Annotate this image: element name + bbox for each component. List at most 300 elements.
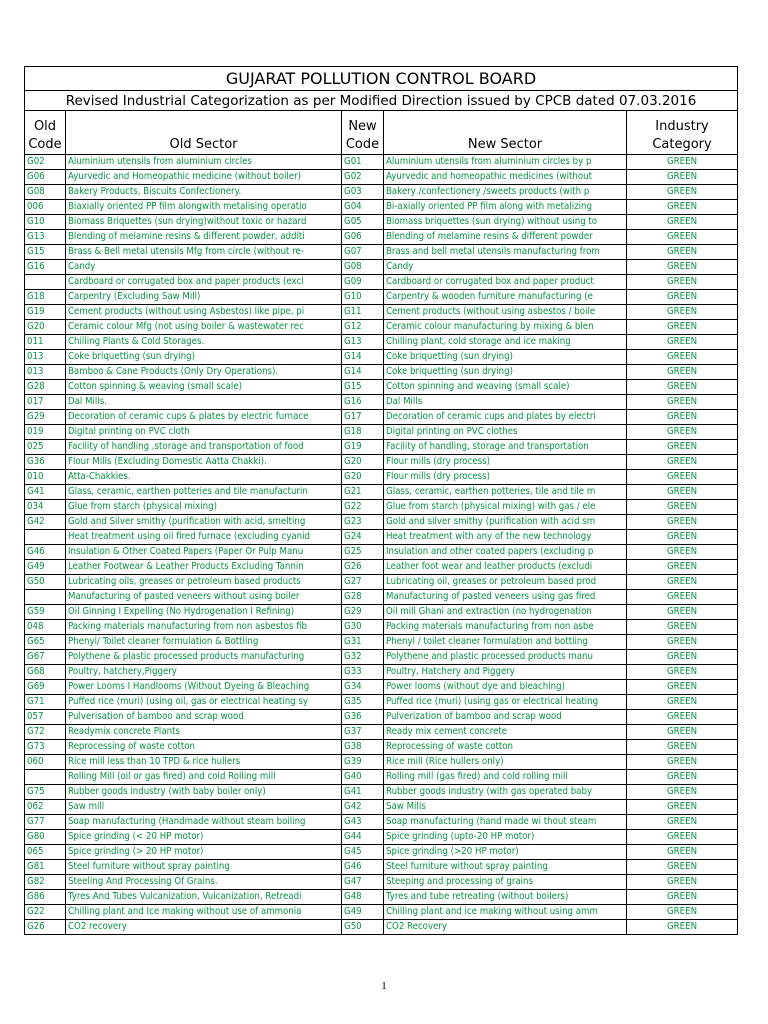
old-sector-cell: Steeling And Processing Of Grains. xyxy=(66,875,342,890)
new-code-cell: G21 xyxy=(342,485,384,500)
new-code-cell: G08 xyxy=(342,260,384,275)
new-sector-cell: Cement products (without using asbestos / boile xyxy=(384,305,627,320)
old-code-cell: G28 xyxy=(25,380,66,395)
new-sector-cell: Lubricating oil, greases or petroleum based prod xyxy=(384,575,627,590)
table-row xyxy=(25,440,738,455)
new-code-cell: G04 xyxy=(342,200,384,215)
old-code-cell: 025 xyxy=(25,440,66,455)
old-sector-cell: Tyres And Tubes Vulcanization, Vulcanization, Retreadi xyxy=(66,890,342,905)
new-code-cell: G27 xyxy=(342,575,384,590)
table-row xyxy=(25,905,738,920)
old-code-cell: 006 xyxy=(25,200,66,215)
old-code-cell: G26 xyxy=(25,920,66,935)
category-cell: GREEN xyxy=(627,875,738,890)
new-code-cell: G46 xyxy=(342,860,384,875)
category-cell: GREEN xyxy=(627,785,738,800)
table-row xyxy=(25,260,738,275)
category-cell: GREEN xyxy=(627,755,738,770)
new-code-cell: G35 xyxy=(342,695,384,710)
new-sector-cell: Tyres and tube retreating (without boilers) xyxy=(384,890,627,905)
old-code-cell: G65 xyxy=(25,635,66,650)
new-sector-cell: Decoration of ceramic cups and plates by electri xyxy=(384,410,627,425)
category-cell: GREEN xyxy=(627,185,738,200)
new-code-cell: G18 xyxy=(342,425,384,440)
category-cell: GREEN xyxy=(627,920,738,935)
new-sector-cell: Blending of melamine resins & different powder xyxy=(384,230,627,245)
old-sector-cell: Spice grinding (> 20 HP motor) xyxy=(66,845,342,860)
old-code-cell xyxy=(25,590,66,605)
old-code-cell: 060 xyxy=(25,755,66,770)
old-sector-cell: Steel furniture without spray painting xyxy=(66,860,342,875)
table-row xyxy=(25,470,738,485)
table-row xyxy=(25,710,738,725)
table-row xyxy=(25,575,738,590)
old-sector-cell: Aluminium utensils from aluminium circles xyxy=(66,155,342,170)
new-sector-cell: Coke briquetting (sun drying) xyxy=(384,365,627,380)
table-row xyxy=(25,290,738,305)
new-code-cell: G36 xyxy=(342,710,384,725)
new-sector-cell: Candy xyxy=(384,260,627,275)
header-new-code-line1: New xyxy=(348,119,377,134)
table-row xyxy=(25,650,738,665)
category-cell: GREEN xyxy=(627,635,738,650)
table-row xyxy=(25,365,738,380)
old-sector-cell: Pulverisation of bamboo and scrap wood xyxy=(66,710,342,725)
table-row xyxy=(25,890,738,905)
new-code-cell: G32 xyxy=(342,650,384,665)
new-sector-cell: Ready mix cement concrete xyxy=(384,725,627,740)
header-old-code xyxy=(25,111,66,155)
category-cell: GREEN xyxy=(627,800,738,815)
old-code-cell: G02 xyxy=(25,155,66,170)
table-row xyxy=(25,755,738,770)
old-code-cell: G69 xyxy=(25,680,66,695)
table-row xyxy=(25,515,738,530)
old-sector-cell: CO2 recovery xyxy=(66,920,342,935)
old-sector-cell: Dal Mills. xyxy=(66,395,342,410)
old-code-cell: 017 xyxy=(25,395,66,410)
table-row xyxy=(25,545,738,560)
new-sector-cell: Glass, ceramic, earthen potteries, tile and tile m xyxy=(384,485,627,500)
table-row xyxy=(25,425,738,440)
category-cell: GREEN xyxy=(627,455,738,470)
old-sector-cell: Chilling plant and Ice making without use of ammonia xyxy=(66,905,342,920)
new-sector-cell: Pulverization of bamboo and scrap wood xyxy=(384,710,627,725)
table-row xyxy=(25,350,738,365)
category-cell: GREEN xyxy=(627,545,738,560)
old-sector-cell: Rolling Mill (oil or gas fired) and cold Rolling mill xyxy=(66,770,342,785)
new-code-cell: G26 xyxy=(342,560,384,575)
old-sector-cell: Saw mill xyxy=(66,800,342,815)
old-code-cell: 013 xyxy=(25,365,66,380)
new-sector-cell: Glue from starch (physical mixing) with gas / ele xyxy=(384,500,627,515)
new-code-cell: G14 xyxy=(342,365,384,380)
new-code-cell: G44 xyxy=(342,830,384,845)
old-sector-cell: Digital printing on PVC cloth xyxy=(66,425,342,440)
old-sector-cell: Cotton spinning & weaving (small scale) xyxy=(66,380,342,395)
table-row xyxy=(25,200,738,215)
category-cell: GREEN xyxy=(627,530,738,545)
new-sector-cell: Power looms (without dye and bleaching) xyxy=(384,680,627,695)
category-cell: GREEN xyxy=(627,590,738,605)
new-code-cell: G20 xyxy=(342,470,384,485)
category-cell: GREEN xyxy=(627,335,738,350)
new-sector-cell: Cotton spinning and weaving (small scale) xyxy=(384,380,627,395)
header-category xyxy=(627,111,738,155)
new-sector-cell: Coke briquetting (sun drying) xyxy=(384,350,627,365)
new-sector-cell: Chilling plant and ice making without using amm xyxy=(384,905,627,920)
category-cell: GREEN xyxy=(627,515,738,530)
table-row xyxy=(25,785,738,800)
new-code-cell: G14 xyxy=(342,350,384,365)
new-code-cell: G03 xyxy=(342,185,384,200)
old-code-cell: G49 xyxy=(25,560,66,575)
old-sector-cell: Flour Mills (Excluding Domestic Aatta Chakki). xyxy=(66,455,342,470)
category-cell: GREEN xyxy=(627,710,738,725)
old-code-cell: G10 xyxy=(25,215,66,230)
old-sector-cell: Poultry, hatchery,Piggery xyxy=(66,665,342,680)
old-sector-cell: Insulation & Other Coated Papers (Paper Or Pulp Manu xyxy=(66,545,342,560)
old-code-cell: G41 xyxy=(25,485,66,500)
new-code-cell: G23 xyxy=(342,515,384,530)
old-code-cell: G67 xyxy=(25,650,66,665)
new-sector-cell: Brass and bell metal utensils manufacturing from xyxy=(384,245,627,260)
category-cell: GREEN xyxy=(627,230,738,245)
category-cell: GREEN xyxy=(627,425,738,440)
table-row xyxy=(25,275,738,290)
new-code-cell: G41 xyxy=(342,785,384,800)
category-cell: GREEN xyxy=(627,605,738,620)
table-row xyxy=(25,410,738,425)
old-code-cell: G75 xyxy=(25,785,66,800)
old-sector-cell: Puffed rice (muri) (using oil, gas or electrical heating sy xyxy=(66,695,342,710)
old-code-cell: G42 xyxy=(25,515,66,530)
old-code-cell: G13 xyxy=(25,230,66,245)
table-row xyxy=(25,845,738,860)
new-code-cell: G29 xyxy=(342,605,384,620)
new-code-cell: G39 xyxy=(342,755,384,770)
old-code-cell: 057 xyxy=(25,710,66,725)
new-sector-cell: Steeping and processing of grains xyxy=(384,875,627,890)
new-sector-cell: Reprocessing of waste cotton xyxy=(384,740,627,755)
categorization-table xyxy=(24,66,738,935)
old-sector-cell: Cement products (without using Asbestos) like pipe, pi xyxy=(66,305,342,320)
category-cell: GREEN xyxy=(627,395,738,410)
old-code-cell: G71 xyxy=(25,695,66,710)
table-row xyxy=(25,335,738,350)
new-sector-cell: Chilling plant, cold storage and ice making xyxy=(384,335,627,350)
table-row xyxy=(25,320,738,335)
table-row xyxy=(25,500,738,515)
old-code-cell xyxy=(25,275,66,290)
new-sector-cell: Phenyl / toilet cleaner formulation and bottling xyxy=(384,635,627,650)
old-sector-cell: Oil Ginning I Expelling (No Hydrogenation I Refining) xyxy=(66,605,342,620)
old-sector-cell: Readymix concrete Plants xyxy=(66,725,342,740)
new-code-cell: G40 xyxy=(342,770,384,785)
new-sector-cell: Spice grinding (>20 HP motor) xyxy=(384,845,627,860)
old-code-cell: 034 xyxy=(25,500,66,515)
old-sector-cell: Ayurvedic and Homeopathic medicine (without boiler) xyxy=(66,170,342,185)
old-sector-cell: Atta-Chakkies. xyxy=(66,470,342,485)
header-new-code-line2: Code xyxy=(345,137,380,152)
new-code-cell: G47 xyxy=(342,875,384,890)
new-code-cell: G25 xyxy=(342,545,384,560)
header-category-line2: Category xyxy=(652,137,712,152)
category-cell: GREEN xyxy=(627,890,738,905)
category-cell: GREEN xyxy=(627,290,738,305)
new-sector-cell: Facility of handling, storage and transportation xyxy=(384,440,627,455)
table-row xyxy=(25,155,738,170)
old-sector-cell: Gold and Silver smithy (purification with acid, smelting xyxy=(66,515,342,530)
category-cell: GREEN xyxy=(627,170,738,185)
new-sector-cell: Aluminium utensils from aluminium circles by p xyxy=(384,155,627,170)
old-sector-cell: Rubber goods industry (with baby boiler only) xyxy=(66,785,342,800)
category-cell: GREEN xyxy=(627,320,738,335)
category-cell: GREEN xyxy=(627,305,738,320)
old-sector-cell: Cardboard or corrugated box and paper products (excl xyxy=(66,275,342,290)
table-row xyxy=(25,770,738,785)
new-code-cell: G33 xyxy=(342,665,384,680)
old-code-cell: G18 xyxy=(25,290,66,305)
old-sector-cell: Leather Footwear & Leather Products Excluding Tannin xyxy=(66,560,342,575)
new-code-cell: G12 xyxy=(342,320,384,335)
subtitle-row xyxy=(25,91,738,111)
table-row xyxy=(25,245,738,260)
new-code-cell: G11 xyxy=(342,305,384,320)
old-sector-cell: Biomass Briquettes (sun drying)without toxic or hazard xyxy=(66,215,342,230)
new-sector-cell: Gold and silver smithy (purification with acid sm xyxy=(384,515,627,530)
new-sector-cell: Flour mills (dry process) xyxy=(384,455,627,470)
new-sector-cell: Steel furniture without spray painting xyxy=(384,860,627,875)
old-sector-cell: Packing materials manufacturing from non asbestos fib xyxy=(66,620,342,635)
old-sector-cell: Facility of handling ,storage and transportation of food xyxy=(66,440,342,455)
old-code-cell: G59 xyxy=(25,605,66,620)
old-sector-cell: Bamboo & Cane Products (Only Dry Operations). xyxy=(66,365,342,380)
old-sector-cell: Brass & Bell metal utensils Mfg from circle (without re- xyxy=(66,245,342,260)
old-code-cell: G50 xyxy=(25,575,66,590)
new-code-cell: G19 xyxy=(342,440,384,455)
table-row xyxy=(25,560,738,575)
old-code-cell: G46 xyxy=(25,545,66,560)
header-old-code-line1: Old xyxy=(33,119,57,134)
category-cell: GREEN xyxy=(627,200,738,215)
new-code-cell: G30 xyxy=(342,620,384,635)
table-row xyxy=(25,740,738,755)
table-row xyxy=(25,815,738,830)
old-sector-cell: Manufacturing of pasted veneers without using boiler xyxy=(66,590,342,605)
category-cell: GREEN xyxy=(627,380,738,395)
new-sector-cell: Flour mills (dry process) xyxy=(384,470,627,485)
old-sector-cell: Heat treatment using oil fired furnace (excluding cyanid xyxy=(66,530,342,545)
category-cell: GREEN xyxy=(627,845,738,860)
old-sector-cell: Rice mill less than 10 TPD & rice hullers xyxy=(66,755,342,770)
old-code-cell: 062 xyxy=(25,800,66,815)
old-code-cell xyxy=(25,530,66,545)
old-sector-cell: Polythene & plastic processed products manufacturing xyxy=(66,650,342,665)
old-code-cell: G15 xyxy=(25,245,66,260)
new-code-cell: G15 xyxy=(342,380,384,395)
new-code-cell: G05 xyxy=(342,215,384,230)
new-sector-cell: Ceramic colour manufacturing by mixing & blen xyxy=(384,320,627,335)
table-row xyxy=(25,665,738,680)
category-cell: GREEN xyxy=(627,860,738,875)
old-sector-cell: Ceramic colour Mfg (not using boiler & wastewater rec xyxy=(66,320,342,335)
old-sector-cell: Phenyl/ Toilet cleaner formulation & Bottling xyxy=(66,635,342,650)
old-code-cell: 013 xyxy=(25,350,66,365)
new-sector-cell: Poultry, Hatchery and Piggery xyxy=(384,665,627,680)
new-code-cell: G48 xyxy=(342,890,384,905)
header-category-line1: Industry xyxy=(655,119,709,134)
new-sector-cell: Saw Mills xyxy=(384,800,627,815)
new-code-cell: G24 xyxy=(342,530,384,545)
header-old-sector: Old Sector xyxy=(66,111,342,155)
table-row xyxy=(25,485,738,500)
new-code-cell: G45 xyxy=(342,845,384,860)
old-code-cell: 048 xyxy=(25,620,66,635)
old-code-cell: G29 xyxy=(25,410,66,425)
new-code-cell: G49 xyxy=(342,905,384,920)
new-code-cell: G37 xyxy=(342,725,384,740)
old-code-cell: G82 xyxy=(25,875,66,890)
new-code-cell: G20 xyxy=(342,455,384,470)
new-code-cell: G06 xyxy=(342,230,384,245)
old-code-cell: G68 xyxy=(25,665,66,680)
category-cell: GREEN xyxy=(627,695,738,710)
new-sector-cell: Manufacturing of pasted veneers using gas fired xyxy=(384,590,627,605)
old-code-cell: 010 xyxy=(25,470,66,485)
old-code-cell: G86 xyxy=(25,890,66,905)
category-cell: GREEN xyxy=(627,905,738,920)
new-code-cell: G13 xyxy=(342,335,384,350)
table-row xyxy=(25,230,738,245)
category-cell: GREEN xyxy=(627,740,738,755)
old-sector-cell: Chilling Plants & Cold Storages. xyxy=(66,335,342,350)
new-code-cell: G10 xyxy=(342,290,384,305)
category-cell: GREEN xyxy=(627,440,738,455)
new-sector-cell: Ayurvedic and homeopathic medicines (without xyxy=(384,170,627,185)
old-code-cell: G77 xyxy=(25,815,66,830)
new-code-cell: G42 xyxy=(342,800,384,815)
new-code-cell: G50 xyxy=(342,920,384,935)
old-code-cell: 019 xyxy=(25,425,66,440)
table-row xyxy=(25,590,738,605)
category-cell: GREEN xyxy=(627,725,738,740)
category-cell: GREEN xyxy=(627,350,738,365)
table-row xyxy=(25,185,738,200)
new-sector-cell: Dal Mills xyxy=(384,395,627,410)
new-code-cell: G28 xyxy=(342,590,384,605)
new-sector-cell: Heat treatment with any of the new technology xyxy=(384,530,627,545)
old-code-cell: G08 xyxy=(25,185,66,200)
old-sector-cell: Decoration of ceramic cups & plates by electric furnace xyxy=(66,410,342,425)
new-sector-cell: Cardboard or corrugated box and paper product xyxy=(384,275,627,290)
old-code-cell xyxy=(25,770,66,785)
page-number: 1 xyxy=(381,980,387,992)
table-row xyxy=(25,695,738,710)
table-row xyxy=(25,455,738,470)
new-sector-cell: CO2 Recovery xyxy=(384,920,627,935)
new-sector-cell: Biomass briquettes (sun drying) without using to xyxy=(384,215,627,230)
old-sector-cell: Coke briquetting (sun drying) xyxy=(66,350,342,365)
new-code-cell: G02 xyxy=(342,170,384,185)
table-row xyxy=(25,395,738,410)
new-sector-cell: Polythene and plastic processed products manu xyxy=(384,650,627,665)
new-code-cell: G43 xyxy=(342,815,384,830)
old-code-cell: G06 xyxy=(25,170,66,185)
new-sector-cell: Spice grinding (upto-20 HP motor) xyxy=(384,830,627,845)
table-row xyxy=(25,605,738,620)
table-row xyxy=(25,620,738,635)
category-cell: GREEN xyxy=(627,215,738,230)
header-old-code-line2: Code xyxy=(28,137,62,152)
table-row xyxy=(25,215,738,230)
new-code-cell: G17 xyxy=(342,410,384,425)
sheet-title: GUJARAT POLLUTION CONTROL BOARD xyxy=(25,67,738,91)
category-cell: GREEN xyxy=(627,665,738,680)
new-code-cell: G16 xyxy=(342,395,384,410)
old-code-cell: G36 xyxy=(25,455,66,470)
new-code-cell: G38 xyxy=(342,740,384,755)
new-sector-cell: Packing materials manufacturing from non asbe xyxy=(384,620,627,635)
old-code-cell: G73 xyxy=(25,740,66,755)
old-sector-cell: Biaxially oriented PP film alongwith metalising operatio xyxy=(66,200,342,215)
new-code-cell: G34 xyxy=(342,680,384,695)
header-new-sector: New Sector xyxy=(384,111,627,155)
new-sector-cell: Oil mill Ghani and extraction (no hydrogenation xyxy=(384,605,627,620)
new-sector-cell: Insulation and other coated papers (excluding p xyxy=(384,545,627,560)
new-sector-cell: Bakery /confectionery /sweets products (with p xyxy=(384,185,627,200)
table-row xyxy=(25,635,738,650)
table-row xyxy=(25,305,738,320)
category-cell: GREEN xyxy=(627,830,738,845)
category-cell: GREEN xyxy=(627,680,738,695)
old-sector-cell: Lubricating oils, greases or petroleum based products xyxy=(66,575,342,590)
table-row xyxy=(25,830,738,845)
category-cell: GREEN xyxy=(627,620,738,635)
category-cell: GREEN xyxy=(627,575,738,590)
category-cell: GREEN xyxy=(627,245,738,260)
header-new-code xyxy=(342,111,384,155)
new-sector-cell: Rubber goods industry (with gas operated baby xyxy=(384,785,627,800)
new-sector-cell: Puffed rice (muri) (using gas or electrical heating xyxy=(384,695,627,710)
old-sector-cell: Glass, ceramic, earthen potteries and tile manufacturin xyxy=(66,485,342,500)
old-sector-cell: Soap manufacturing (Handmade without steam boiling xyxy=(66,815,342,830)
category-cell: GREEN xyxy=(627,500,738,515)
new-sector-cell: Leather foot wear and leather products (excludi xyxy=(384,560,627,575)
table-row xyxy=(25,860,738,875)
table-row xyxy=(25,170,738,185)
new-sector-cell: Soap manufacturing (hand made wi thout steam xyxy=(384,815,627,830)
sheet-subtitle: Revised Industrial Categorization as per Modified Direction issued by CPCB dated 07.03.2016 xyxy=(25,91,738,111)
title-row xyxy=(25,67,738,91)
category-cell: GREEN xyxy=(627,650,738,665)
table-row xyxy=(25,725,738,740)
old-code-cell: G80 xyxy=(25,830,66,845)
table-row xyxy=(25,800,738,815)
new-sector-cell: Carpentry & wooden furniture manufacturing (e xyxy=(384,290,627,305)
old-code-cell: G72 xyxy=(25,725,66,740)
new-sector-cell: Bi-axially oriented PP film along with metalizing xyxy=(384,200,627,215)
category-cell: GREEN xyxy=(627,485,738,500)
old-code-cell: G19 xyxy=(25,305,66,320)
new-sector-cell: Rolling mill (gas fired) and cold rolling mill xyxy=(384,770,627,785)
category-cell: GREEN xyxy=(627,365,738,380)
table-row xyxy=(25,875,738,890)
old-code-cell: 011 xyxy=(25,335,66,350)
new-sector-cell: Digital printing on PVC clothes xyxy=(384,425,627,440)
old-code-cell: G81 xyxy=(25,860,66,875)
old-sector-cell: Power Looms I Handlooms (Without Dyeing & Bleaching xyxy=(66,680,342,695)
